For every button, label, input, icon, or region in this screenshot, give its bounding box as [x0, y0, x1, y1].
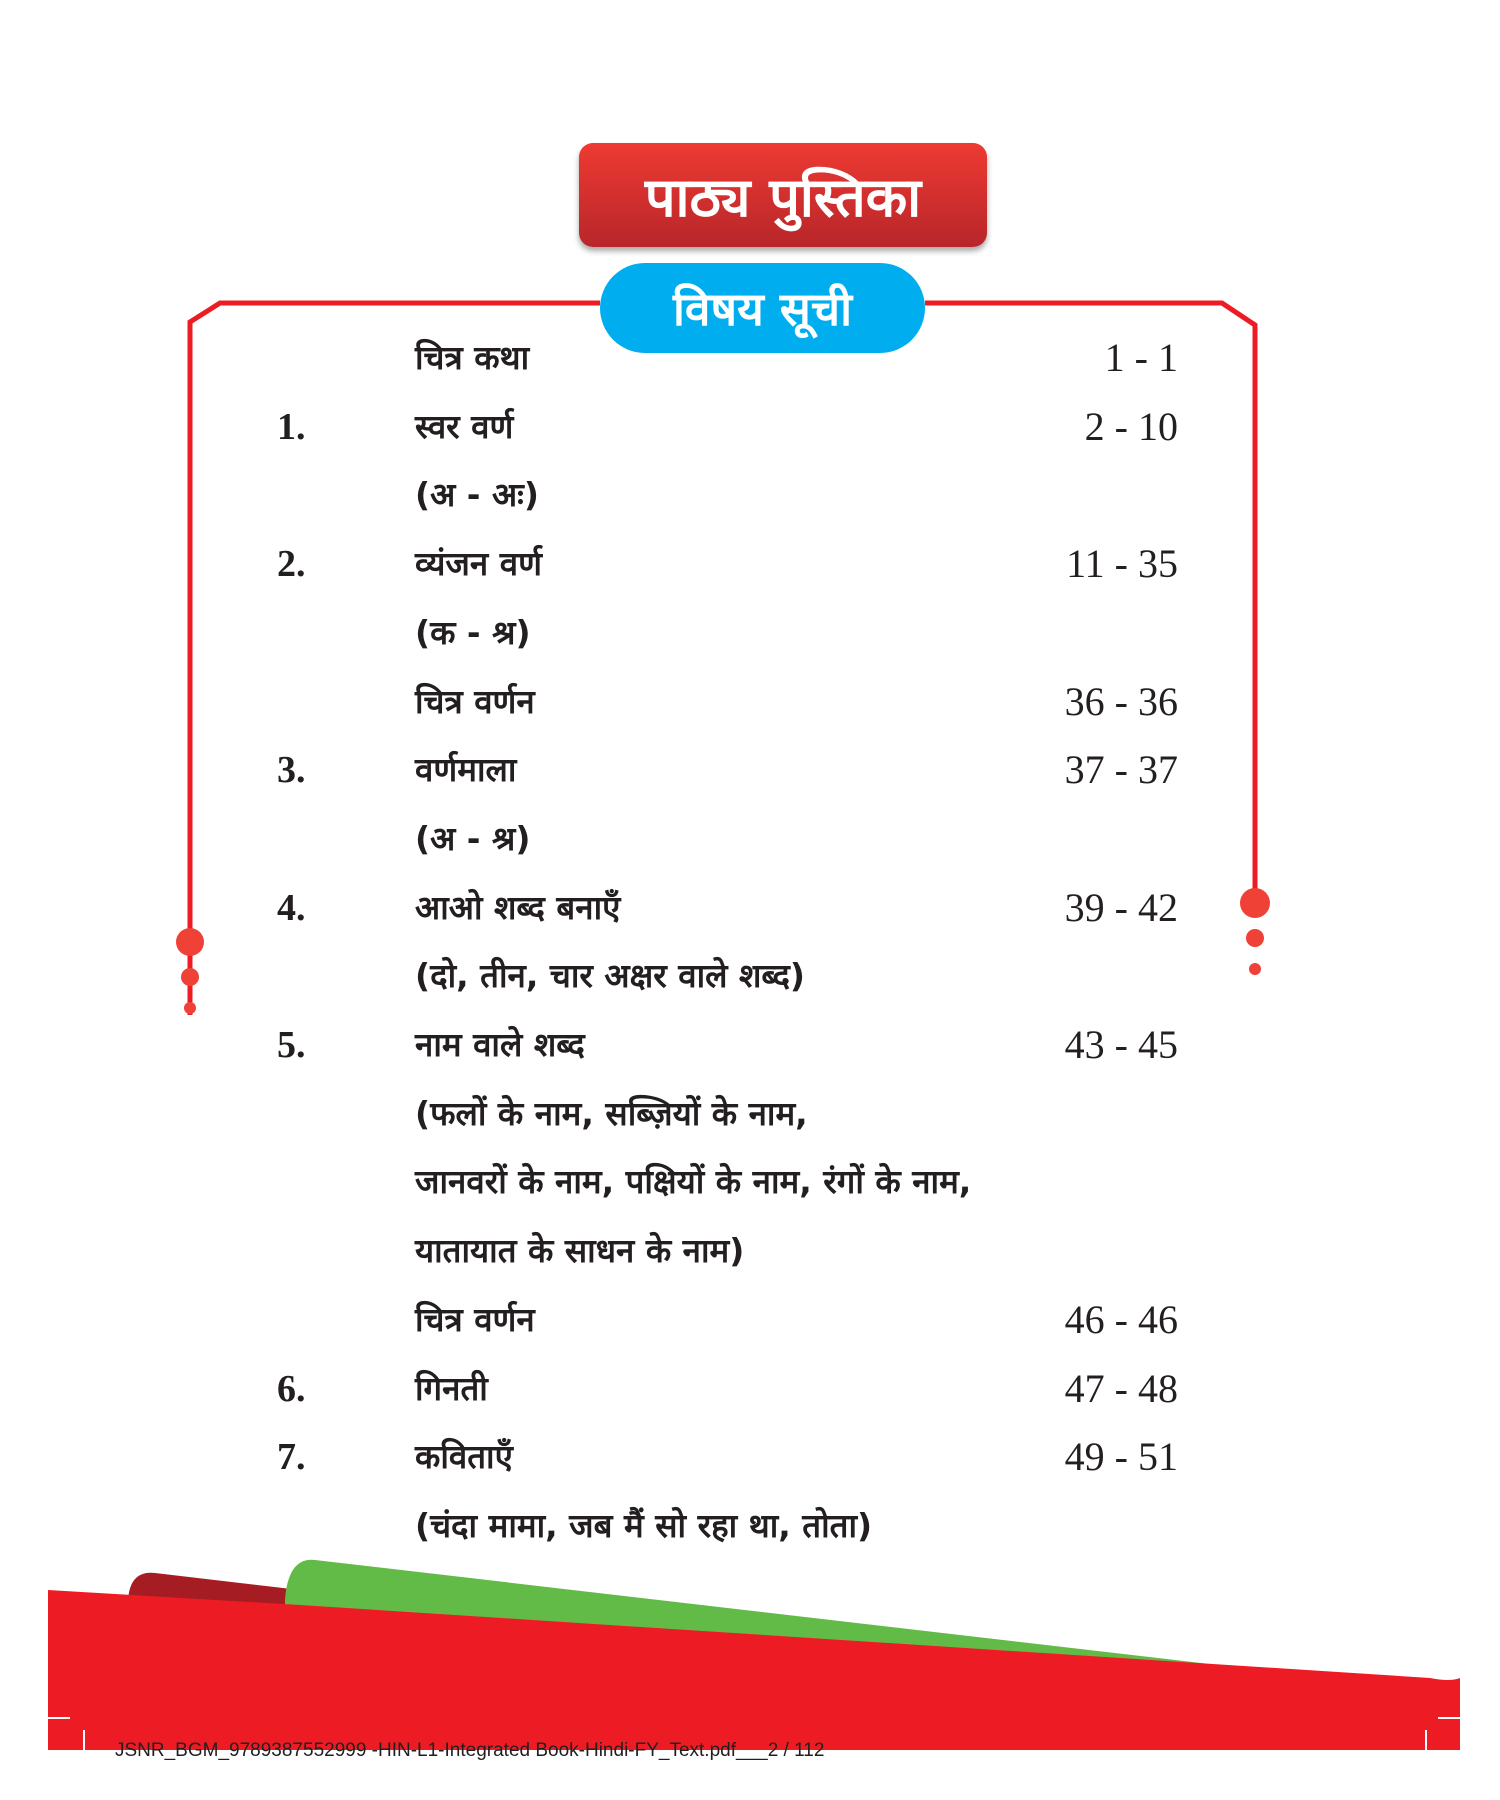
toc-title: कविताएँ	[415, 1437, 513, 1477]
toc-row	[0, 740, 1500, 800]
toc-title: (अ - अः)	[415, 475, 539, 515]
toc-title: (दो, तीन, चार अक्षर वाले शब्द)	[415, 956, 806, 996]
toc-row	[0, 946, 1500, 1006]
toc-number: 2.	[277, 543, 306, 586]
toc-row	[0, 397, 1500, 457]
toc-number: 5.	[277, 1024, 306, 1066]
toc-title: चित्र वर्णन	[415, 1299, 535, 1339]
toc-pages: 37 - 37	[1064, 747, 1178, 793]
toc-pages: 43 - 45	[1064, 1022, 1178, 1067]
toc-title: चित्र कथा	[415, 338, 530, 377]
toc-number: 7.	[277, 1436, 306, 1479]
toc-row	[0, 465, 1500, 525]
toc-title: (क - श्र)	[415, 612, 531, 652]
toc-pages: 46 - 46	[1064, 1296, 1178, 1342]
toc-row	[0, 1015, 1500, 1075]
toc-row	[0, 1359, 1500, 1419]
toc-heading: विषय सूची	[673, 282, 852, 336]
toc-pages: 47 - 48	[1064, 1365, 1178, 1411]
toc-title: यातायात के साधन के नाम)	[415, 1231, 745, 1271]
toc-number: 4.	[277, 886, 306, 929]
toc-title: आओ शब्द बनाएँ	[415, 887, 621, 927]
toc-title: वर्णमाला	[415, 750, 517, 790]
toc-row	[0, 878, 1500, 938]
toc-number: 1.	[277, 405, 306, 448]
toc-row	[0, 328, 1500, 388]
toc-title: गिनती	[415, 1368, 488, 1408]
toc-pages: 36 - 36	[1064, 678, 1178, 724]
toc-title: चित्र वर्णन	[415, 681, 535, 721]
toc-row	[0, 1221, 1500, 1281]
toc-row	[0, 1152, 1500, 1212]
toc-title: (चंदा मामा, जब मैं सो रहा था, तोता)	[415, 1505, 873, 1545]
toc-row	[0, 1084, 1500, 1144]
page-title: पाठ्य पुस्तिका	[644, 166, 922, 229]
toc-row	[0, 1496, 1500, 1556]
toc-title: (अ - श्र)	[415, 818, 531, 858]
toc-pages: 11 - 35	[1066, 541, 1178, 587]
toc-number: 3.	[277, 749, 306, 792]
toc-row	[0, 534, 1500, 594]
toc-title: व्यंजन वर्ण	[415, 544, 542, 584]
toc-title: जानवरों के नाम, पक्षियों के नाम, रंगों के नाम,	[415, 1162, 972, 1202]
toc-pages: 1 - 1	[1104, 335, 1178, 380]
toc-title: (फलों के नाम, सब्ज़ियों के नाम,	[415, 1093, 808, 1133]
toc-pages: 39 - 42	[1064, 884, 1178, 930]
toc-row	[0, 1427, 1500, 1487]
toc-title: नाम वाले शब्द	[415, 1025, 585, 1064]
toc-row	[0, 809, 1500, 869]
page-title-banner	[579, 143, 987, 247]
toc-row	[0, 1290, 1500, 1350]
toc-number: 6.	[277, 1367, 306, 1410]
footer-filename: JSNR_BGM_9789387552999 -HIN-L1-Integrated Book-Hindi-FY_Text.pdf___2 / 112	[115, 1740, 825, 1761]
toc-pages: 2 - 10	[1084, 403, 1178, 449]
toc-row	[0, 672, 1500, 732]
toc-pages: 49 - 51	[1064, 1434, 1178, 1480]
toc-row	[0, 603, 1500, 663]
toc-title: स्वर वर्ण	[415, 406, 514, 446]
